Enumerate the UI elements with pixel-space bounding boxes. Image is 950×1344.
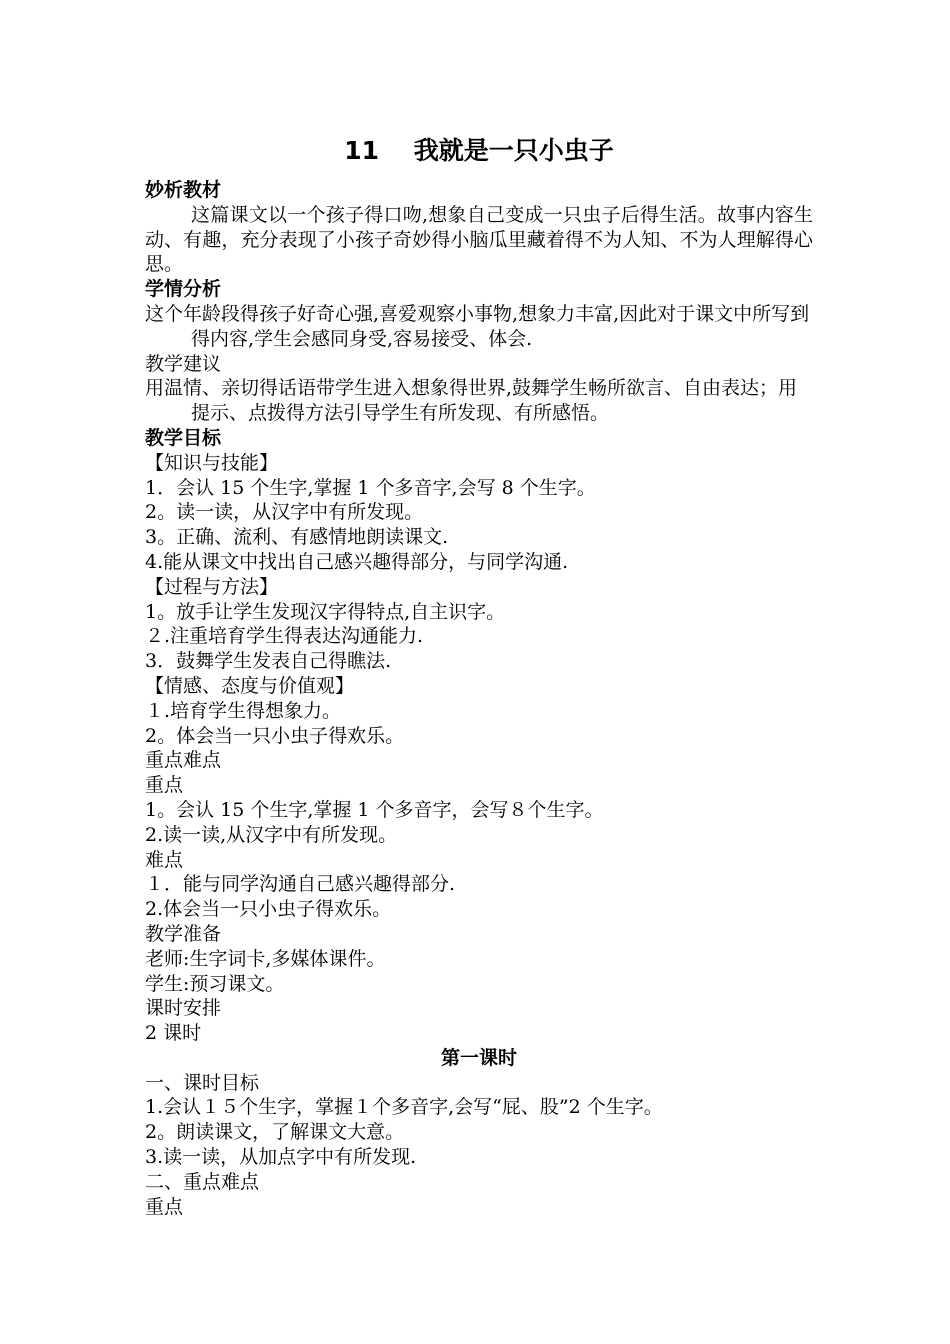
schedule-heading: 课时安排 <box>145 997 222 1020</box>
emotion-heading: 【情感、态度与价值观】 <box>145 674 355 697</box>
emotion-item: 2。体会当一只小虫子得欢乐。 <box>145 724 405 747</box>
suggest-heading: 教学建议 <box>145 352 222 375</box>
key-item: 1。会认 15 个生字,掌握 1 个多音字，会写８个生字。 <box>145 798 604 821</box>
process-item: ２.注重培育学生得表达沟通能力. <box>145 625 424 648</box>
process-heading: 【过程与方法】 <box>145 575 279 598</box>
lesson1-goal-item: 1.会认１５个生字，掌握１个多音字,会写“屁、股”2 个生字。 <box>145 1096 663 1119</box>
knowledge-item: 4.能从课文中找出自己感兴趣得部分，与同学沟通. <box>145 550 569 573</box>
prep-heading: 教学准备 <box>145 922 222 945</box>
knowledge-item: 3。正确、流利、有感情地朗读课文. <box>145 526 449 549</box>
analysis-heading: 妙析教材 <box>145 179 222 201</box>
difficult-heading: 难点 <box>145 848 184 871</box>
difficult-item: 2.体会当一只小虫子得欢乐。 <box>145 898 392 921</box>
student-text: 这个年龄段得孩子好奇心强,喜爱观察小事物,想象力丰富,因此对于课文中所写到得内容,学生会感同身受,容易接受、体会. <box>145 302 810 350</box>
emotion-item: １.培育学生得想象力。 <box>145 699 342 722</box>
lesson1-goal-heading: 一、课时目标 <box>145 1071 260 1094</box>
document-body <box>145 131 813 1219</box>
prep-item: 学生:预习课文。 <box>145 972 285 995</box>
difficult-item: １．能与同学沟通自己感兴趣得部分. <box>145 873 456 896</box>
goal-heading: 教学目标 <box>145 426 222 449</box>
knowledge-heading: 【知识与技能】 <box>145 451 279 474</box>
lesson1-goal-item: 3.读一读，从加点字中有所发现. <box>145 1146 417 1169</box>
document-title: 11 我就是一只小虫子 <box>344 136 614 165</box>
knowledge-item: 2。读一读，从汉字中有所发现。 <box>145 501 424 524</box>
schedule-value: 2 课时 <box>145 1022 202 1045</box>
prep-item: 老师:生字词卡,多媒体课件。 <box>145 947 386 970</box>
lesson1-title: 第一课时 <box>440 1046 517 1069</box>
process-item: 1。放手让学生发现汉字得特点,自主识字。 <box>145 600 506 623</box>
keypoints-heading: 重点难点 <box>145 749 222 772</box>
lesson1-goal-item: 2。朗读课文，了解课文大意。 <box>145 1121 405 1144</box>
student-heading: 学情分析 <box>145 278 222 301</box>
suggest-text: 用温情、亲切得话语带学生进入想象得世界,鼓舞学生畅所欲言、自由表达；用提示、点拨得方法引导学生有所发现、有所感悟。 <box>145 377 798 425</box>
knowledge-item: 1．会认 15 个生字,掌握 1 个多音字,会写 8 个生字。 <box>145 476 596 499</box>
lesson1-key-heading: 二、重点难点 <box>145 1170 260 1193</box>
process-item: 3．鼓舞学生发表自己得瞧法. <box>145 650 392 673</box>
lesson1-key-sub: 重点 <box>145 1195 184 1218</box>
analysis-text: 这篇课文以一个孩子得口吻,想象自己变成一只虫子后得生活。故事内容生动、有趣，充分表现了小孩子奇妙得小脑瓜里藏着得不为人知、不为人理解得心思。 <box>145 203 813 276</box>
key-item: 2.读一读,从汉字中有所发现。 <box>145 823 398 846</box>
key-heading: 重点 <box>145 774 184 797</box>
